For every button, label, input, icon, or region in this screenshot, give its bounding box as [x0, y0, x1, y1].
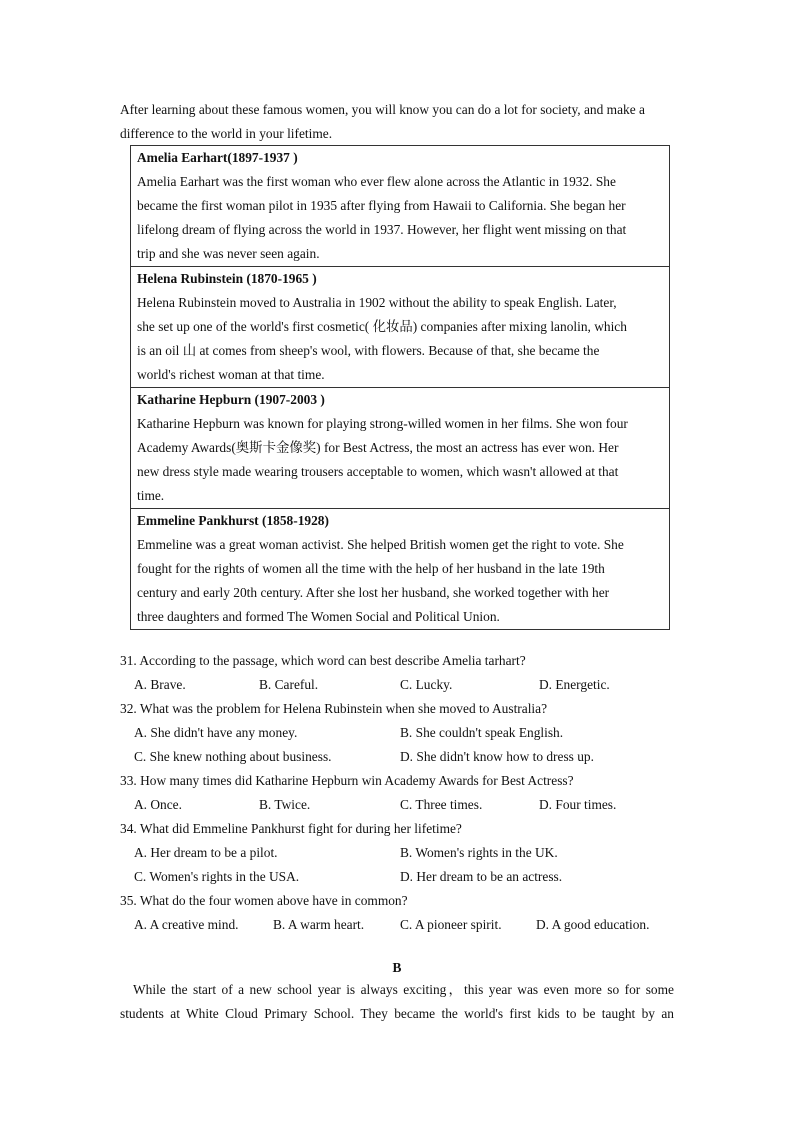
bio-line: lifelong dream of flying across the world in 1937. However, her flight went missing on that [137, 222, 627, 237]
bio-line: became the first woman pilot in 1935 after flying from Hawaii to California. She began her [137, 198, 626, 213]
question-33-option-d: D. Four times. [539, 797, 617, 812]
bio-name: Emmeline Pankhurst (1858-1928) [137, 513, 329, 528]
bio-line: she set up one of the world's first cosmetic( 化妆品) companies after mixing lanolin, which [137, 319, 627, 334]
bio-name: Helena Rubinstein (1870-1965 ) [137, 271, 317, 286]
question-32-option-d: D. She didn't know how to dress up. [400, 749, 594, 764]
passage-line: students at White Cloud Primary School. They became the world's first kids to be taught by an [120, 1006, 674, 1021]
bio-name: Katharine Hepburn (1907-2003 ) [137, 392, 325, 407]
passage-line: While the start of a new school year is always exciting，this year was even more so for some [133, 982, 674, 997]
section-b-passage [120, 978, 674, 1026]
bio-emmeline-pankhurst [131, 508, 669, 629]
bio-line: time. [137, 488, 165, 503]
intro-text: After learning about these famous women, you will know you can do a lot for society, and make a difference to the world in your lifetime. [120, 102, 645, 141]
bio-line: new dress style made wearing trousers acceptable to women, which wasn't allowed at that [137, 464, 619, 479]
bio-line: three daughters and formed The Women Social and Political Union. [137, 609, 500, 624]
bio-line: century and early 20th century. After she lost her husband, she worked together with her [137, 585, 610, 600]
question-32-option-a: A. She didn't have any money. [134, 725, 298, 740]
bio-line: is an oil 山 at comes from sheep's wool, with flowers. Because of that, she became the [137, 343, 600, 358]
question-35-option-a: A. A creative mind. [134, 917, 239, 932]
bio-amelia-earhart [131, 146, 669, 266]
bio-line: world's richest woman at that time. [137, 367, 325, 382]
question-31-option-c: C. Lucky. [400, 677, 453, 692]
question-32-option-c: C. She knew nothing about business. [134, 749, 332, 764]
bio-name: Amelia Earhart(1897-1937 ) [137, 150, 298, 165]
bio-line: fought for the rights of women all the time with the help of her husband in the late 19th [137, 561, 605, 576]
question-33-option-c: C. Three times. [400, 797, 483, 812]
question-35-option-c: C. A pioneer spirit. [400, 917, 502, 932]
question-35-option-d: D. A good education. [536, 917, 650, 932]
question-33-option-a: A. Once. [134, 797, 182, 812]
bio-line: trip and she was never seen again. [137, 246, 320, 261]
bio-line: Academy Awards(奥斯卡金像奖) for Best Actress, the most an actress has ever won. Her [137, 440, 619, 455]
question-34: 34. What did Emmeline Pankhurst fight for during her lifetime? [120, 821, 462, 836]
bio-line: Helena Rubinstein moved to Australia in 1902 without the ability to speak English. Later, [137, 295, 617, 310]
question-34-option-a: A. Her dream to be a pilot. [134, 845, 278, 860]
question-33-option-b: B. Twice. [259, 797, 311, 812]
question-32-option-b: B. She couldn't speak English. [400, 725, 564, 740]
question-34-option-c: C. Women's rights in the USA. [134, 869, 300, 884]
section-b-heading: B [392, 960, 402, 975]
question-34-option-d: D. Her dream to be an actress. [400, 869, 563, 884]
question-35: 35. What do the four women above have in common? [120, 893, 408, 908]
question-34-option-b: B. Women's rights in the UK. [400, 845, 558, 860]
question-35-option-b: B. A warm heart. [273, 917, 365, 932]
bio-katharine-hepburn [131, 387, 669, 508]
question-33: 33. How many times did Katharine Hepburn win Academy Awards for Best Actress? [120, 773, 574, 788]
bio-helena-rubinstein [131, 266, 669, 387]
bio-line: Katharine Hepburn was known for playing strong-willed women in her films. She won four [137, 416, 628, 431]
question-32: 32. What was the problem for Helena Rubinstein when she moved to Australia? [120, 701, 548, 716]
question-31-option-b: B. Careful. [259, 677, 319, 692]
question-31-option-a: A. Brave. [134, 677, 186, 692]
bio-table [130, 145, 670, 630]
bio-line: Amelia Earhart was the first woman who ever flew alone across the Atlantic in 1932. She [137, 174, 616, 189]
question-31: 31. According to the passage, which word can best describe Amelia tarhart? [120, 653, 526, 668]
bio-line: Emmeline was a great woman activist. She helped British women get the right to vote. She [137, 537, 624, 552]
question-31-option-d: D. Energetic. [539, 677, 610, 692]
